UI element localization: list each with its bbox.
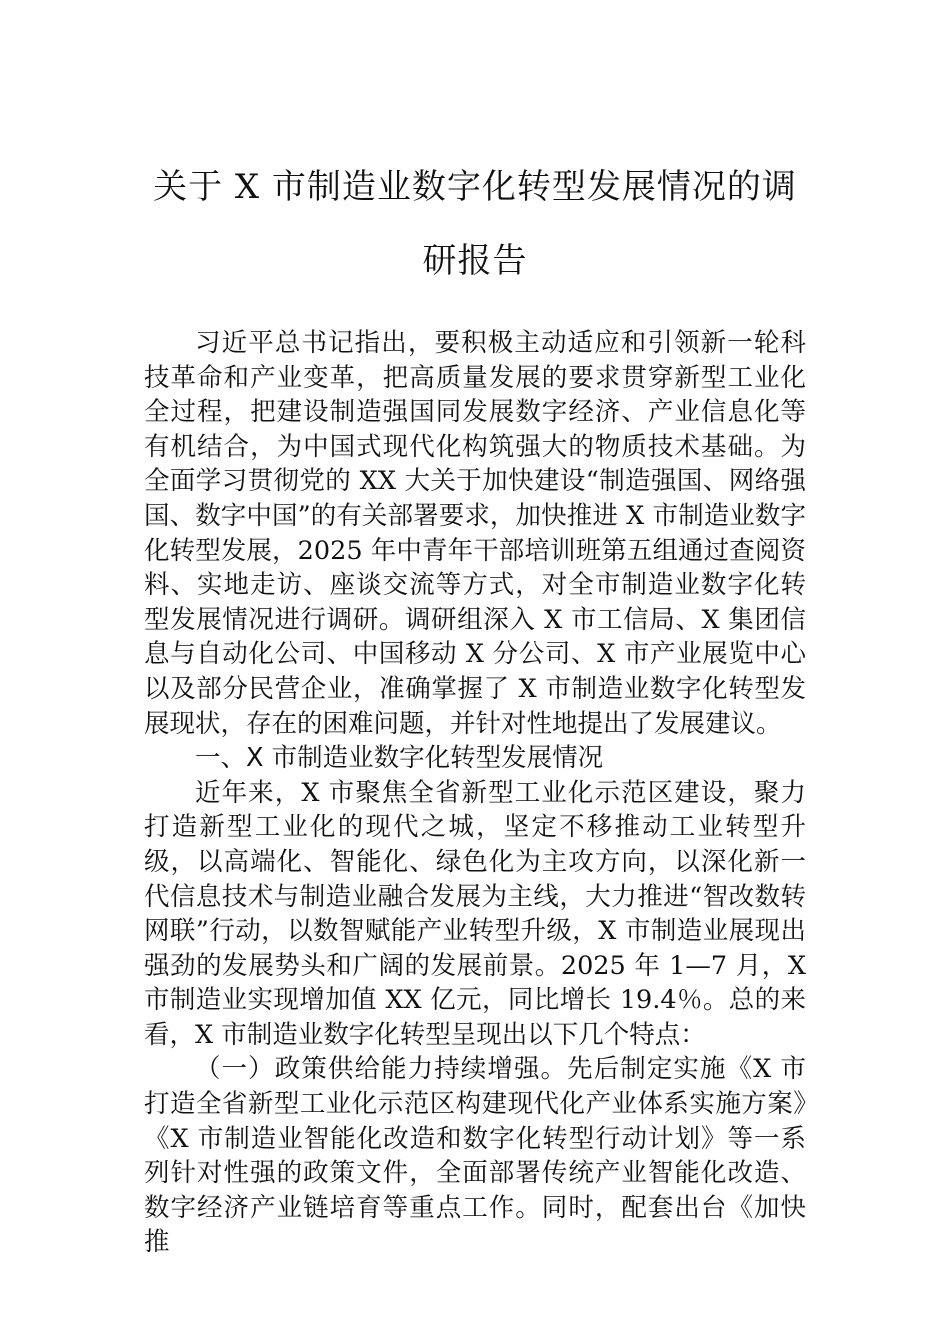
document-title [140, 150, 810, 298]
subsection-1-text: 先后制定实施《X 市打造全省新型工业化示范区构建现代化产业体系实施方案》《X 市制造业智能化改造和数字化转型行动计划》等一系列针对性强的政策文件，全面部署传统产业智能化改造、数字经济产业链培育等重点工作。同时，配套出台《加快推 [144, 1054, 806, 1258]
subsection-1-paragraph [144, 1052, 806, 1260]
title-line-1: 关于 X 市制造业数字化转型发展情况的调 [153, 167, 797, 207]
title-line-2: 研报告 [422, 241, 528, 281]
subsection-1-lead: （一）政策供给能力持续增强。 [195, 1054, 568, 1085]
document-body [144, 326, 806, 1260]
intro-paragraph: 习近平总书记指出，要积极主动适应和引领新一轮科技革命和产业变革，把高质量发展的要求贯穿新型工业化全过程，把建设制造强国同发展数字经济、产业信息化等有机结合，为中国式现代化构筑强大的物质技术基础。为全面学习贯彻党的 XX 大关于加快建设“制造强国、网络强国、数字中国”的有关部署要求，加快推进 X 市制造业数字化转型发展，2025 年中青年干部培训班第五组通过查阅资料、实地走访、座谈交流等方式，对全市制造业数字化转型发展情况进行调研。调研组深入 X 市工信局、X 集团信息与自动化公司、中国移动 X 分公司、X 市产业展览中心以及部分民营企业，准确掌握了 X 市制造业数字化转型发展现状，存在的困难问题，并针对性地提出了发展建议。 [144, 328, 806, 739]
section-1-paragraph: 近年来，X 市聚焦全省新型工业化示范区建设，聚力打造新型工业化的现代之城，坚定不移推动工业转型升级，以高端化、智能化、绿色化为主攻方向，以深化新一代信息技术与制造业融合发展为主线，大力推进“智改数转网联”行动，以数智赋能产业转型升级，X 市制造业展现出强劲的发展势头和广阔的发展前景。2025 年 1—7 月，X 市制造业实现增加值 XX 亿元，同比增长 19.4％。总的来看，X 市制造业数字化转型呈现出以下几个特点： [144, 777, 806, 1050]
section-heading-1: 一、X 市制造业数字化转型发展情况 [195, 743, 604, 774]
